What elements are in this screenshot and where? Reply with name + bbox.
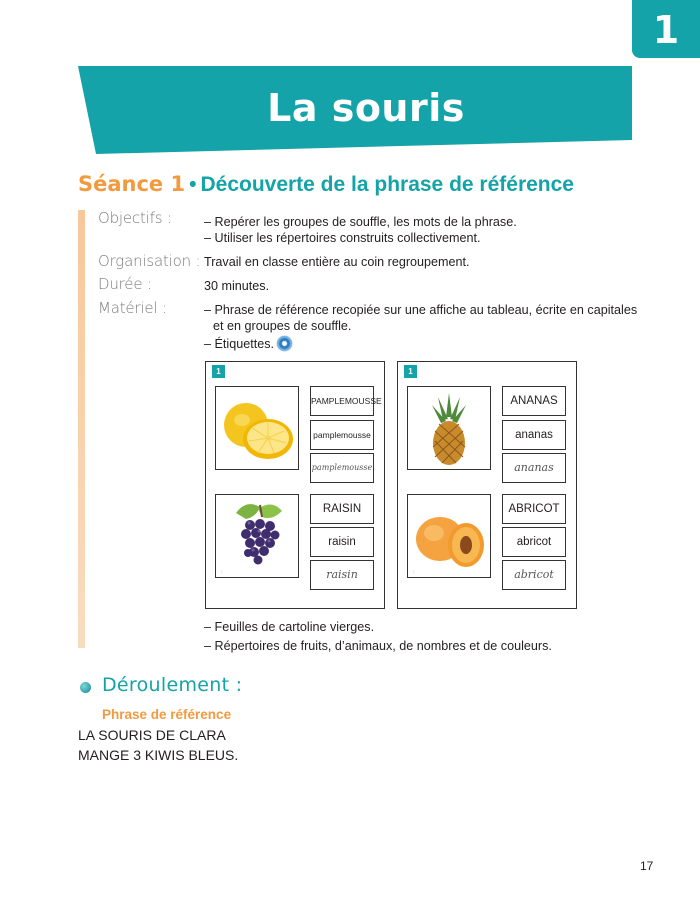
seance-heading <box>78 172 574 197</box>
chapter-title: La souris <box>267 86 465 130</box>
copyright-note: ... <box>410 569 415 573</box>
phrase-line-2: MANGE 3 KIWIS BLEUS. <box>78 747 239 763</box>
materiel-line-2: et en groupes de souffle. <box>213 319 352 333</box>
word-label-cursive: raisin <box>310 560 374 590</box>
word-label-lower: pamplemousse <box>310 420 374 450</box>
apricot-image <box>407 494 491 578</box>
objectifs-line-2: – Utiliser les répertoires construits collectivement. <box>204 231 481 245</box>
word-label-upper: ANANAS <box>502 386 566 416</box>
word-label-upper: ABRICOT <box>502 494 566 524</box>
word-label-cursive: pamplemousse <box>310 453 374 483</box>
word-label-lower: ananas <box>502 420 566 450</box>
copyright-note: ... <box>218 569 223 573</box>
grapefruit-icon <box>216 387 298 469</box>
apricot-icon <box>408 495 490 577</box>
materiel-extra-line-2: – Répertoires de fruits, d’animaux, de nombres et de couleurs. <box>204 639 552 653</box>
pineapple-icon <box>408 387 490 469</box>
pineapple-image <box>407 386 491 470</box>
etiquettes-text: – Étiquettes. <box>204 337 275 351</box>
organisation-text: Travail en classe entière au coin regroupement. <box>204 255 470 269</box>
organisation-label: Organisation : <box>98 252 201 270</box>
label-card-2 <box>397 361 577 609</box>
label-card-1 <box>205 361 385 609</box>
card-number: 1 <box>404 365 417 378</box>
grapes-icon <box>216 495 298 577</box>
chapter-number-tab: 1 <box>632 0 700 58</box>
grapes-image <box>215 494 299 578</box>
seance-title: Découverte de la phrase de référence <box>200 173 574 196</box>
cd-rom-icon <box>277 336 292 351</box>
chapter-banner <box>78 66 632 154</box>
phrase-heading: Phrase de référence <box>102 707 232 722</box>
materiel-line-1: – Phrase de référence recopiée sur une affiche au tableau, écrite en capitales <box>204 303 638 317</box>
word-label-cursive: abricot <box>502 560 566 590</box>
objectifs-line-1: – Repérer les groupes de souffle, les mots de la phrase. <box>204 215 517 229</box>
page-number: 17 <box>640 859 654 873</box>
duree-label: Durée : <box>98 275 152 293</box>
grapefruit-image <box>215 386 299 470</box>
word-label-upper: PAMPLEMOUSSE <box>310 386 374 416</box>
materiel-line-3 <box>204 336 292 352</box>
card-number: 1 <box>212 365 225 378</box>
word-label-lower: raisin <box>310 527 374 557</box>
side-accent-bar <box>78 210 85 648</box>
seance-bullet: • <box>189 173 197 196</box>
materiel-label: Matériel : <box>98 299 167 317</box>
materiel-extra-line-1: – Feuilles de cartoline vierges. <box>204 620 375 634</box>
seance-number: Séance 1 <box>78 172 186 196</box>
deroulement-bullet-icon <box>80 682 91 693</box>
phrase-line-1: LA SOURIS DE CLARA <box>78 727 226 743</box>
word-label-upper: RAISIN <box>310 494 374 524</box>
word-label-cursive: ananas <box>502 453 566 483</box>
word-label-lower: abricot <box>502 527 566 557</box>
objectifs-label: Objectifs : <box>98 209 172 227</box>
deroulement-title: Déroulement : <box>102 674 243 696</box>
duree-text: 30 minutes. <box>204 279 270 293</box>
